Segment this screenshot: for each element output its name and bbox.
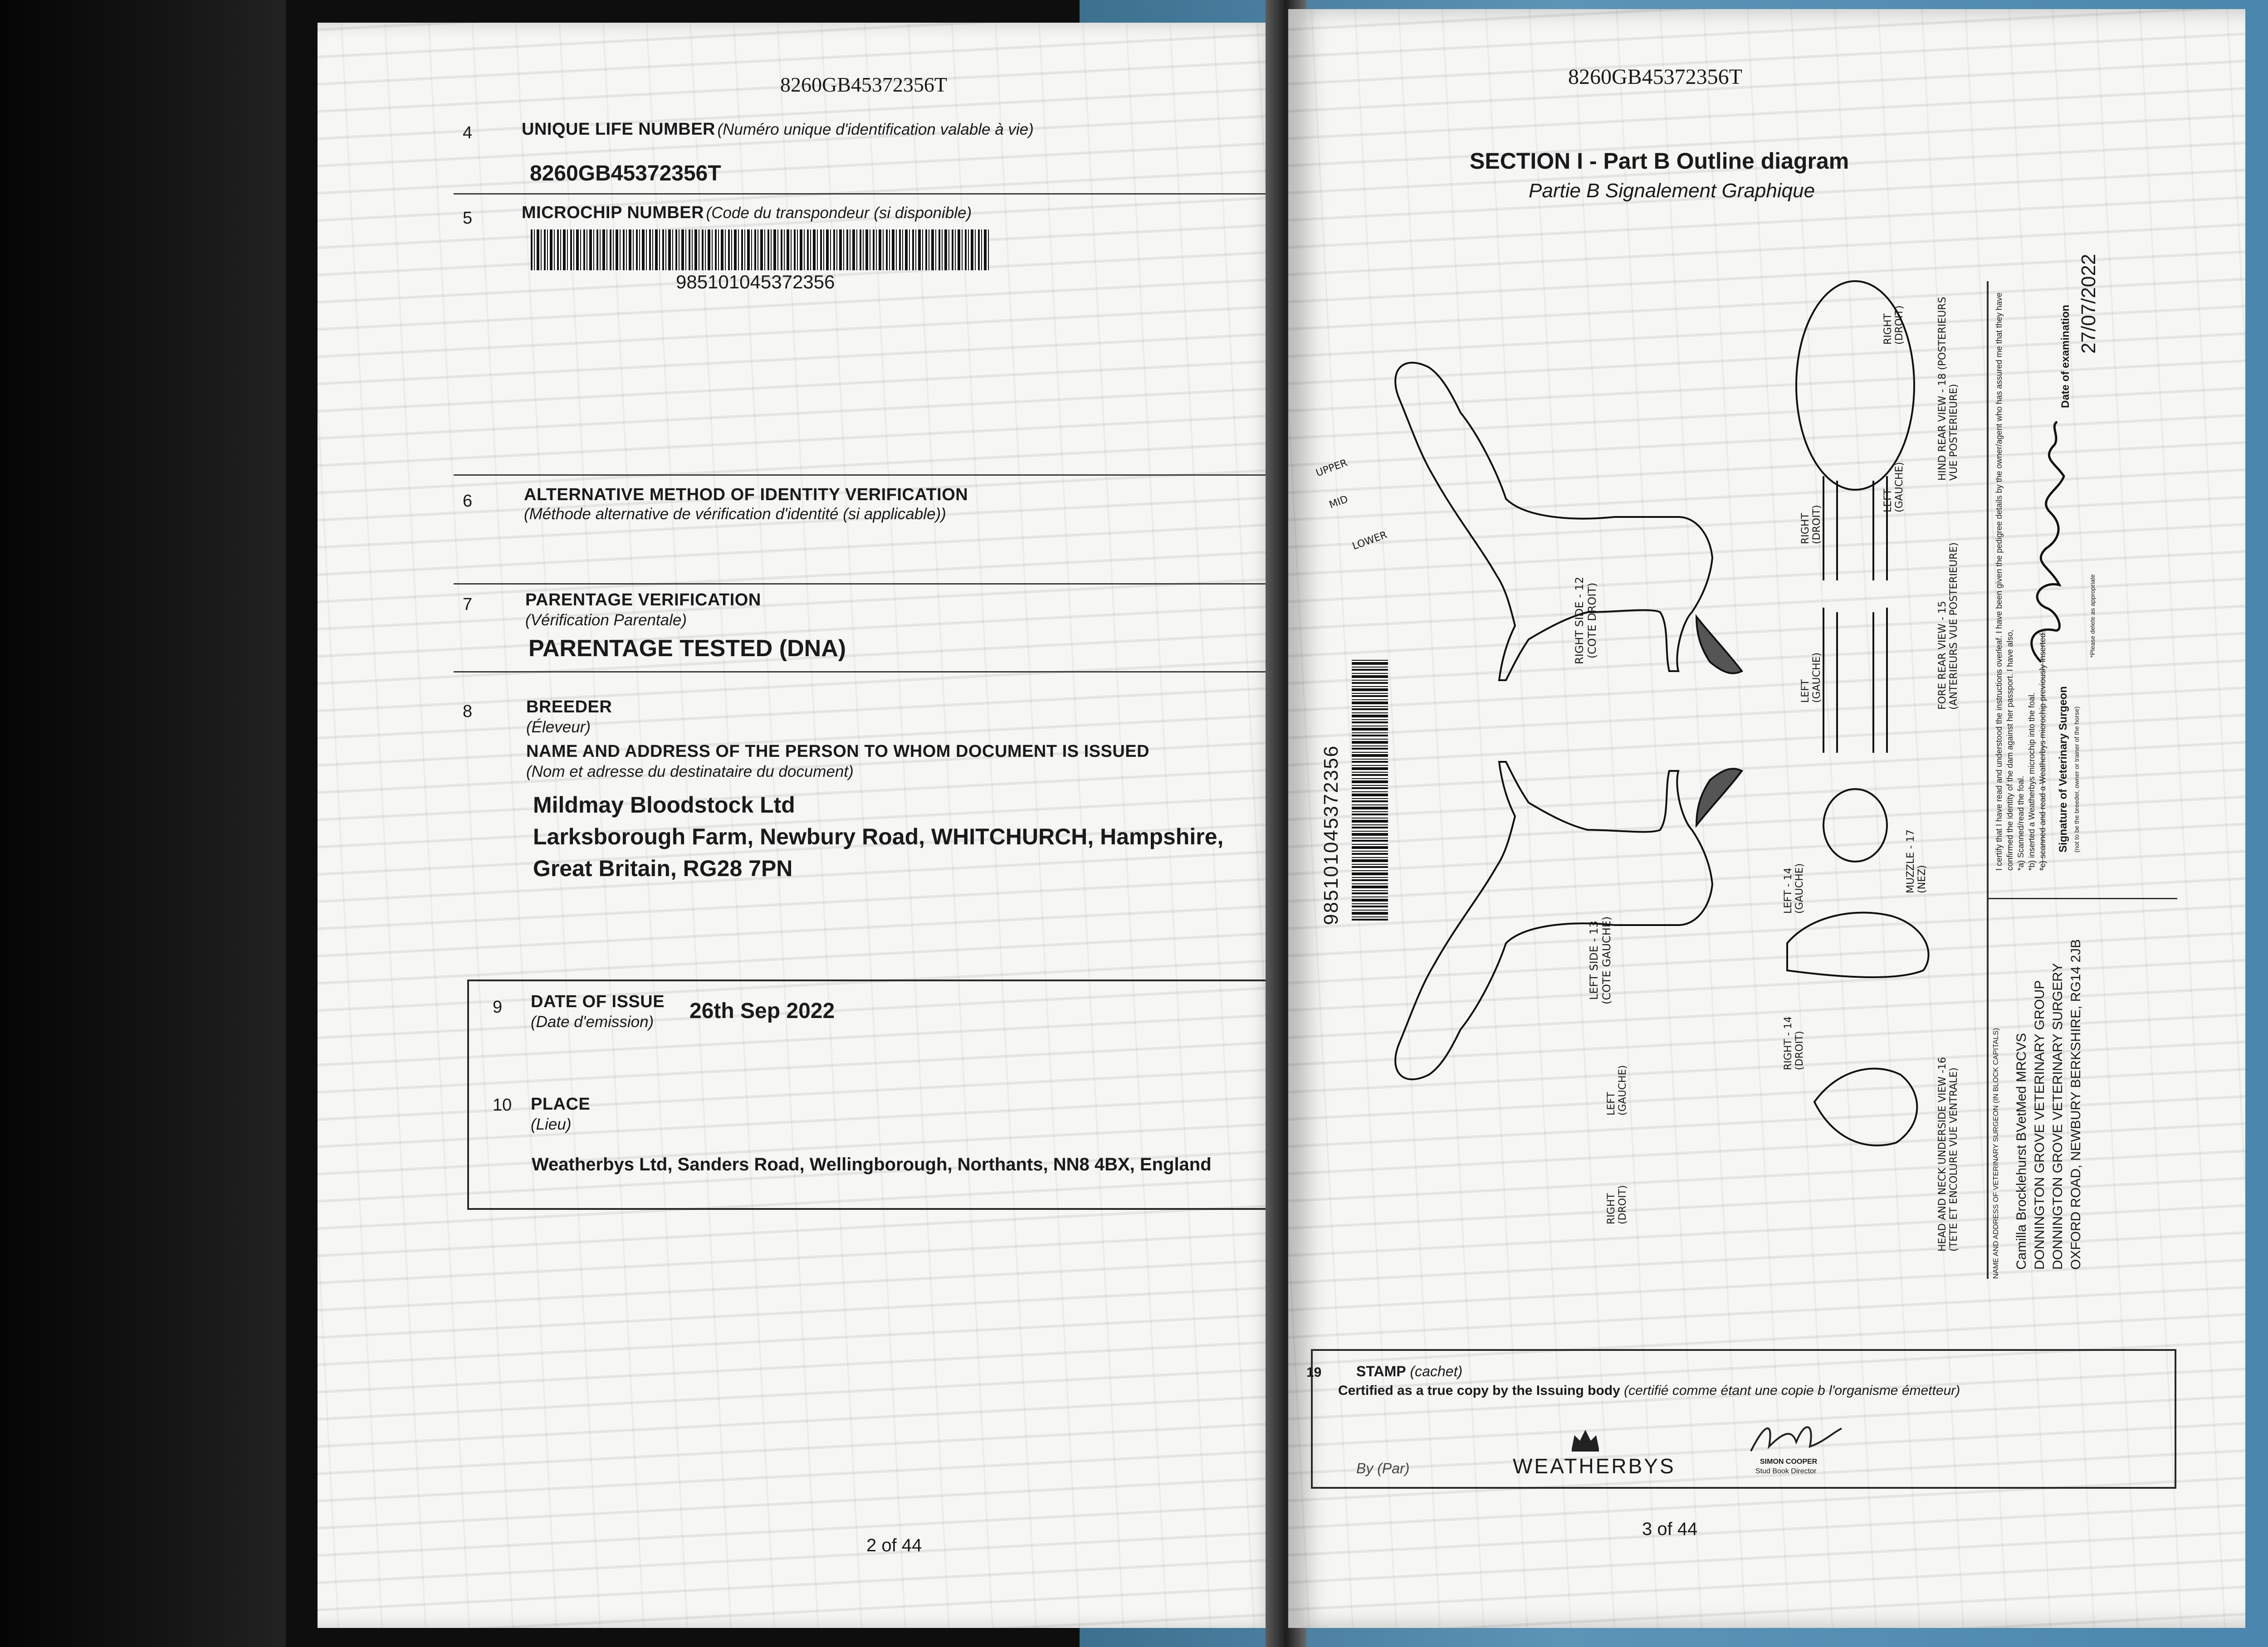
issue-date-label-fr: (Date d'emission)	[531, 1013, 654, 1031]
breeder-label: BREEDER	[526, 697, 612, 716]
weatherbys-logo: WEATHERBYS	[1513, 1454, 1676, 1478]
vet-name-line: OXFORD ROAD, NEWBURY BERKSHIRE, RG14 2JB	[2068, 939, 2083, 1270]
certify-text: I certify that I have read and understood the instructions overleaf. I have been given the pedigree details by the owner/agent who has assured me that they have confirmed the identity of the dam against her passport. I have also, *a) Scanned/read the foal. *b) inserted a Weatherbys microchip into the foal. *c) scanned and read a Weatherbys microchip previously inserted.	[1994, 292, 2047, 871]
left-fore-label: LEFT (GAUCHE)	[1800, 652, 1823, 703]
parentage-value: PARENTAGE TESTED (DNA)	[528, 635, 846, 662]
vet-block-border	[1987, 281, 1989, 1279]
signer-title: Stud Book Director	[1755, 1467, 1817, 1475]
section-subtitle: Partie B Signalement Graphique	[1529, 180, 1815, 202]
top-view-body	[1787, 913, 1929, 978]
left-side-horse-outline	[1395, 762, 1712, 1079]
recipient-label-fr: (Nom et adresse du destinataire du document)	[526, 763, 854, 780]
vet-name-label: NAME AND ADDRESS OF VETERINARY SURGEON (IN BLOCK CAPITALS)	[1992, 1028, 2000, 1279]
issue-date-value: 26th Sep 2022	[689, 999, 835, 1023]
horse-outline-diagram	[1334, 263, 1960, 1215]
fore-rear-label: FORE REAR VIEW - 15 (ANTERIEURS VUE POSTERIEURE)	[1937, 542, 1960, 710]
ulnum-label: UNIQUE LIFE NUMBER (Numéro unique d'identification valable à vie)	[522, 120, 1034, 139]
recipient-label: NAME AND ADDRESS OF THE PERSON TO WHOM DOCUMENT IS ISSUED	[526, 742, 1150, 761]
place-label-fr: (Lieu)	[531, 1116, 572, 1133]
parentage-label: PARENTAGE VERIFICATION	[525, 590, 761, 609]
head-neck-underside	[1814, 1069, 1917, 1146]
parentage-label-fr: (Vérification Parentale)	[525, 611, 687, 629]
field-number: 4	[463, 123, 473, 142]
field-number: 9	[493, 998, 503, 1017]
right-page	[1288, 9, 2245, 1628]
neck-lower-label: LOWER	[1351, 529, 1389, 552]
place-value: Weatherbys Ltd, Sanders Road, Wellingborough, Northants, NN8 4BX, England	[532, 1155, 1212, 1174]
left-side-label: LEFT SIDE - 13 (COTE GAUCHE)	[1588, 916, 1613, 1004]
divider	[454, 583, 1279, 585]
divider	[454, 474, 1279, 476]
ulnum-value: 8260GB45372356T	[530, 161, 721, 185]
address-line: Great Britain, RG28 7PN	[533, 856, 793, 881]
right-side-label: RIGHT SIDE - 12 (COTE DROIT)	[1573, 576, 1598, 664]
header-code: 8260GB45372356T	[780, 73, 947, 96]
vet-name-line: DONNINGTON GROVE VETERINARY GROUP	[2032, 980, 2047, 1270]
right-head-label: RIGHT (DROIT)	[1606, 1185, 1628, 1224]
left-page	[318, 23, 1279, 1628]
divider	[454, 193, 1279, 195]
right-hind-label: RIGHT (DROIT)	[1882, 305, 1905, 345]
right-14-label: RIGHT - 14 (DROIT)	[1783, 1016, 1805, 1070]
header-code: 8260GB45372356T	[1568, 65, 1742, 89]
page-number: 3 of 44	[1642, 1519, 1698, 1539]
stamp-by: By (Par)	[1356, 1460, 1410, 1476]
right-side-horse-outline	[1395, 363, 1712, 680]
vet-name-line: DONNINGTON GROVE VETERINARY SURGERY	[2050, 963, 2065, 1270]
section-title: SECTION I - Part B Outline diagram	[1470, 148, 1849, 174]
weatherbys-crest-icon	[1567, 1422, 1603, 1453]
neck-upper-label: UPPER	[1314, 457, 1349, 479]
right-side-tail	[1696, 617, 1742, 673]
date-of-exam-value: 27/07/2022	[2077, 253, 2100, 354]
left-head-label: LEFT (GAUCHE)	[1606, 1065, 1628, 1116]
hind-rear-label: HIND REAR VIEW - 18 (POSTERIEURS VUE POSTERIEURE)	[1937, 297, 1960, 481]
issue-date-label: DATE OF ISSUE	[531, 992, 665, 1011]
vet-block-divider	[1987, 898, 2177, 899]
date-of-exam-label: Date of examination	[2059, 304, 2072, 408]
alt-method-label-fr: (Méthode alternative de vérification d'identité (si applicable))	[524, 505, 946, 523]
scan-background	[0, 0, 286, 1647]
divider	[454, 671, 1279, 672]
address-line: Mildmay Bloodstock Ltd	[533, 792, 795, 818]
muzzle-view	[1823, 789, 1887, 862]
field-number: 6	[463, 492, 473, 511]
left-14-label: LEFT - 14 (GAUCHE)	[1783, 863, 1805, 914]
fore-rear-view	[1823, 608, 1887, 753]
left-hind-label: LEFT (GAUCHE)	[1882, 462, 1905, 512]
field-number: 7	[463, 595, 473, 614]
breeder-label-fr: (Éleveur)	[526, 718, 591, 736]
signer-name: SIMON COOPER	[1760, 1458, 1818, 1466]
field-number: 5	[463, 209, 473, 228]
microchip-number: 985101045372356	[676, 271, 835, 292]
left-side-tail	[1696, 769, 1742, 825]
alt-method-label: ALTERNATIVE METHOD OF IDENTITY VERIFICATION	[524, 485, 968, 504]
stamp-label: STAMP (cachet)	[1356, 1363, 1463, 1379]
head-neck-label: HEAD AND NECK UNDERSIDE VIEW -16 (TETE ET ENCOLURE VUE VENTRALE)	[1937, 1057, 1960, 1252]
stamp-signature	[1746, 1415, 1846, 1460]
field-number: 10	[493, 1096, 512, 1115]
vet-name-line: Camilla Brocklehurst BVetMed MRCVS	[2014, 1033, 2029, 1270]
stamp-number: 19	[1306, 1365, 1322, 1380]
microchip-label: MICROCHIP NUMBER (Code du transpondeur (si disponible)	[522, 203, 972, 222]
muzzle-label: MUZZLE - 17 (NEZ)	[1905, 829, 1928, 893]
page-number: 2 of 44	[866, 1535, 922, 1555]
field-number: 8	[463, 702, 473, 721]
right-fore-label: RIGHT (DROIT)	[1800, 505, 1823, 544]
address-line: Larksborough Farm, Newbury Road, WHITCHURCH, Hampshire,	[533, 824, 1224, 849]
vertical-barcode-number: 985101045372356	[1320, 745, 1342, 925]
vet-signature	[2014, 417, 2082, 671]
please-delete-note: *Please delete as appropriate	[2089, 574, 2096, 658]
place-label: PLACE	[531, 1095, 591, 1114]
vertical-barcode	[1352, 658, 1388, 921]
signature-label: Signature of Veterinary Surgeon	[2057, 686, 2069, 853]
signature-sublabel: (not to be the breeder, owner or trainer of the horse)	[2073, 706, 2080, 853]
neck-mid-label: MID	[1328, 493, 1350, 511]
microchip-barcode	[531, 229, 989, 270]
stamp-certified: Certified as a true copy by the Issuing body (certifié comme étant une copie b l'organisme émetteur)	[1338, 1383, 1960, 1398]
